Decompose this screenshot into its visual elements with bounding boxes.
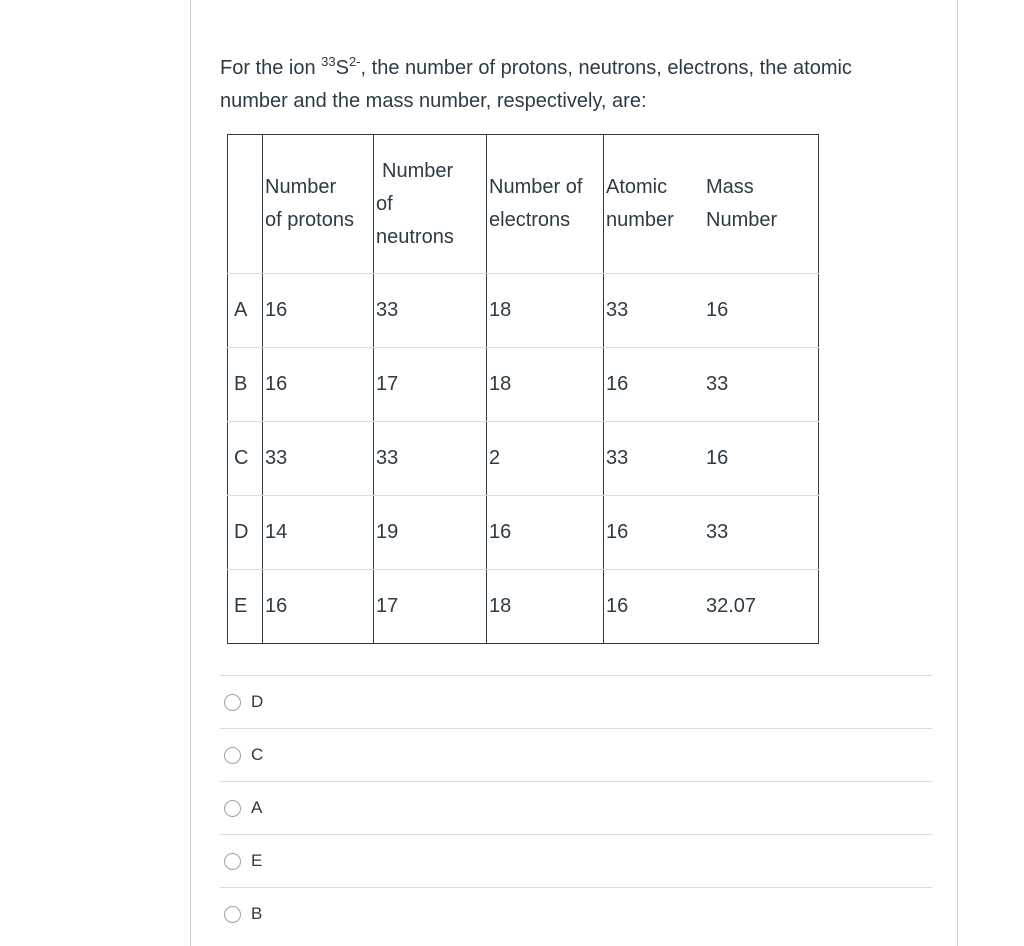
answer-label: C	[251, 745, 264, 764]
header-electrons-line1: Number of	[489, 176, 583, 198]
row-label: E	[228, 570, 263, 644]
cell-atomic: 16	[604, 348, 703, 422]
mass-superscript: 33	[321, 54, 336, 69]
table-row	[228, 348, 819, 422]
cell-neutrons: 33	[374, 422, 487, 496]
cell-mass: 16	[702, 274, 819, 348]
header-protons-line1: Number	[265, 176, 337, 198]
answer-label: B	[251, 904, 263, 923]
table-row	[228, 422, 819, 496]
cell-electrons: 16	[487, 496, 604, 570]
radio-button[interactable]	[224, 694, 241, 711]
cell-atomic: 16	[606, 595, 629, 617]
header-label-cell	[228, 135, 263, 274]
header-mass	[702, 135, 819, 274]
answer-label: A	[251, 798, 263, 817]
answer-label: E	[251, 851, 263, 870]
cell-protons: 16	[263, 274, 374, 348]
cell-electrons: 18	[487, 570, 604, 644]
cell-electrons: 18	[487, 274, 604, 348]
radio-button[interactable]	[224, 906, 241, 923]
cell-electrons: 2	[487, 422, 604, 496]
header-neutrons-line3: neutrons	[376, 225, 454, 248]
cell-protons: 14	[263, 496, 374, 570]
header-electrons-line2: electrons	[489, 209, 571, 231]
row-label: A	[228, 274, 263, 348]
cell-protons: 16	[263, 570, 374, 644]
cell-protons: 16	[263, 348, 374, 422]
row-label: D	[228, 496, 263, 570]
header-mass-line1: Mass	[706, 176, 754, 198]
cell-atomic: 16	[604, 496, 703, 570]
header-neutrons	[374, 135, 487, 274]
charge-superscript: 2-	[348, 54, 361, 69]
cell-neutrons: 33	[374, 274, 487, 348]
answer-choices	[220, 675, 932, 940]
table-header-row	[228, 135, 819, 274]
table-row	[228, 274, 819, 348]
answer-option-a[interactable]	[220, 782, 932, 835]
question-panel	[190, 0, 958, 946]
header-protons	[263, 135, 374, 274]
table-row	[228, 496, 819, 570]
cell-atomic: 33	[604, 274, 703, 348]
cell-mass: 32.07	[706, 595, 757, 617]
cell-neutrons: 17	[374, 348, 487, 422]
cell-neutrons: 17	[374, 570, 487, 644]
radio-button[interactable]	[224, 853, 241, 870]
radio-button[interactable]	[224, 747, 241, 764]
header-atomic-line1: Atomic	[606, 176, 668, 198]
cell-mass: 33	[702, 496, 819, 570]
answer-option-b[interactable]	[220, 888, 932, 940]
header-mass-line2: Number	[706, 209, 778, 231]
row-label: C	[228, 422, 263, 496]
header-atomic-line2: number	[606, 209, 674, 231]
question-line2: number and the mass number, respectively, are:	[220, 90, 647, 112]
question-text	[220, 52, 940, 118]
radio-button[interactable]	[224, 800, 241, 817]
header-electrons	[487, 135, 604, 274]
answer-option-e[interactable]	[220, 835, 932, 888]
cell-mass: 16	[702, 422, 819, 496]
question-line1-suffix: , the number of protons, neutrons, electrons, the atomic	[360, 57, 852, 79]
cell-atomic: 33	[604, 422, 703, 496]
cell-neutrons: 19	[374, 496, 487, 570]
header-neutrons-line1: Number	[382, 159, 454, 182]
answer-option-c[interactable]	[220, 729, 932, 782]
answer-label: D	[251, 692, 264, 711]
row-label: B	[228, 348, 263, 422]
cell-mass: 33	[702, 348, 819, 422]
cell-protons: 33	[263, 422, 374, 496]
question-prefix: For the ion	[220, 57, 322, 79]
header-neutrons-line2: of	[376, 192, 393, 215]
ion-symbol: S	[335, 57, 349, 79]
table-row	[228, 570, 819, 644]
cell-electrons: 18	[487, 348, 604, 422]
header-protons-line2: of protons	[265, 209, 354, 231]
options-table	[227, 134, 819, 644]
answer-option-d[interactable]	[220, 676, 932, 729]
header-atomic	[604, 135, 703, 274]
